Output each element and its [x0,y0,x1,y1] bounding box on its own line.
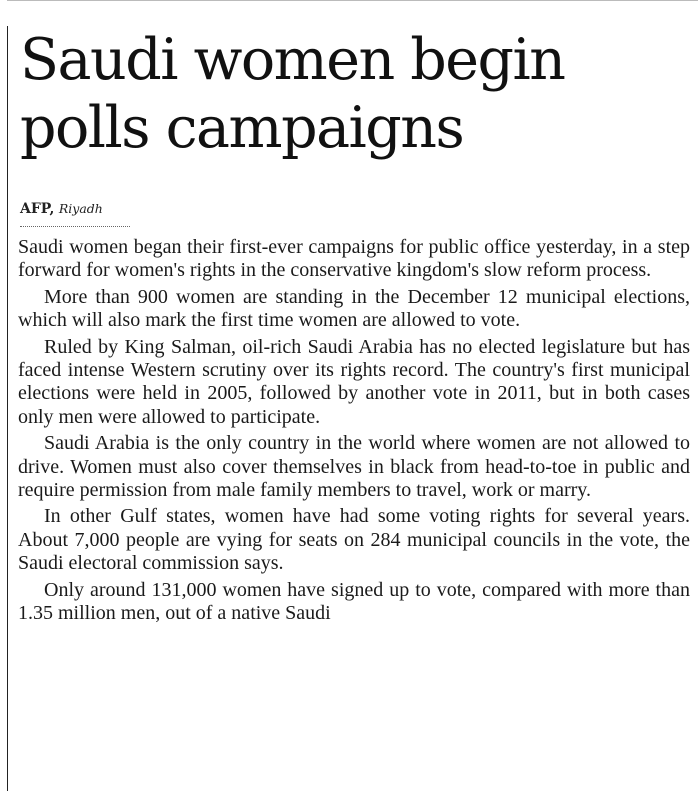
top-border-rule [7,0,698,1]
byline [20,200,103,218]
article-paragraph: Only around 131,000 women have signed up to vote, compared with more than 1.35 million men, out of a native Saudi [18,578,690,625]
byline-dateline: Riyadh [58,201,103,216]
article-body [18,236,690,626]
article-paragraph: Saudi women began their first-ever campaigns for public office yesterday, in a step forward for women's rights in the conservative kingdom's slow reform process. [18,236,690,282]
article-paragraph: Ruled by King Salman, oil-rich Saudi Arabia has no elected legislature but has faced intense Western scrutiny over its rights record. The country's first municipal elections were held in 2005, followed by another vote in 2011, but in both cases only men were allowed to participate. [18,335,690,428]
byline-divider [20,226,130,227]
article-paragraph: More than 900 women are standing in the December 12 municipal elections, which will also mark the first time women are allowed to vote. [18,285,690,332]
article-paragraph: In other Gulf states, women have had some voting rights for several years. About 7,000 people are vying for seats on 284 municipal councils in the vote, the Saudi electoral commission says. [18,505,690,575]
headline: Saudi women begin polls campaigns [20,27,565,161]
article-paragraph: Saudi Arabia is the only country in the world where women are not allowed to drive. Women must also cover themselves in black from head-to-toe in public and require permission from male family members to travel, work or marry. [18,432,690,502]
column-rule [7,26,8,791]
byline-agency: AFP, [20,201,55,217]
